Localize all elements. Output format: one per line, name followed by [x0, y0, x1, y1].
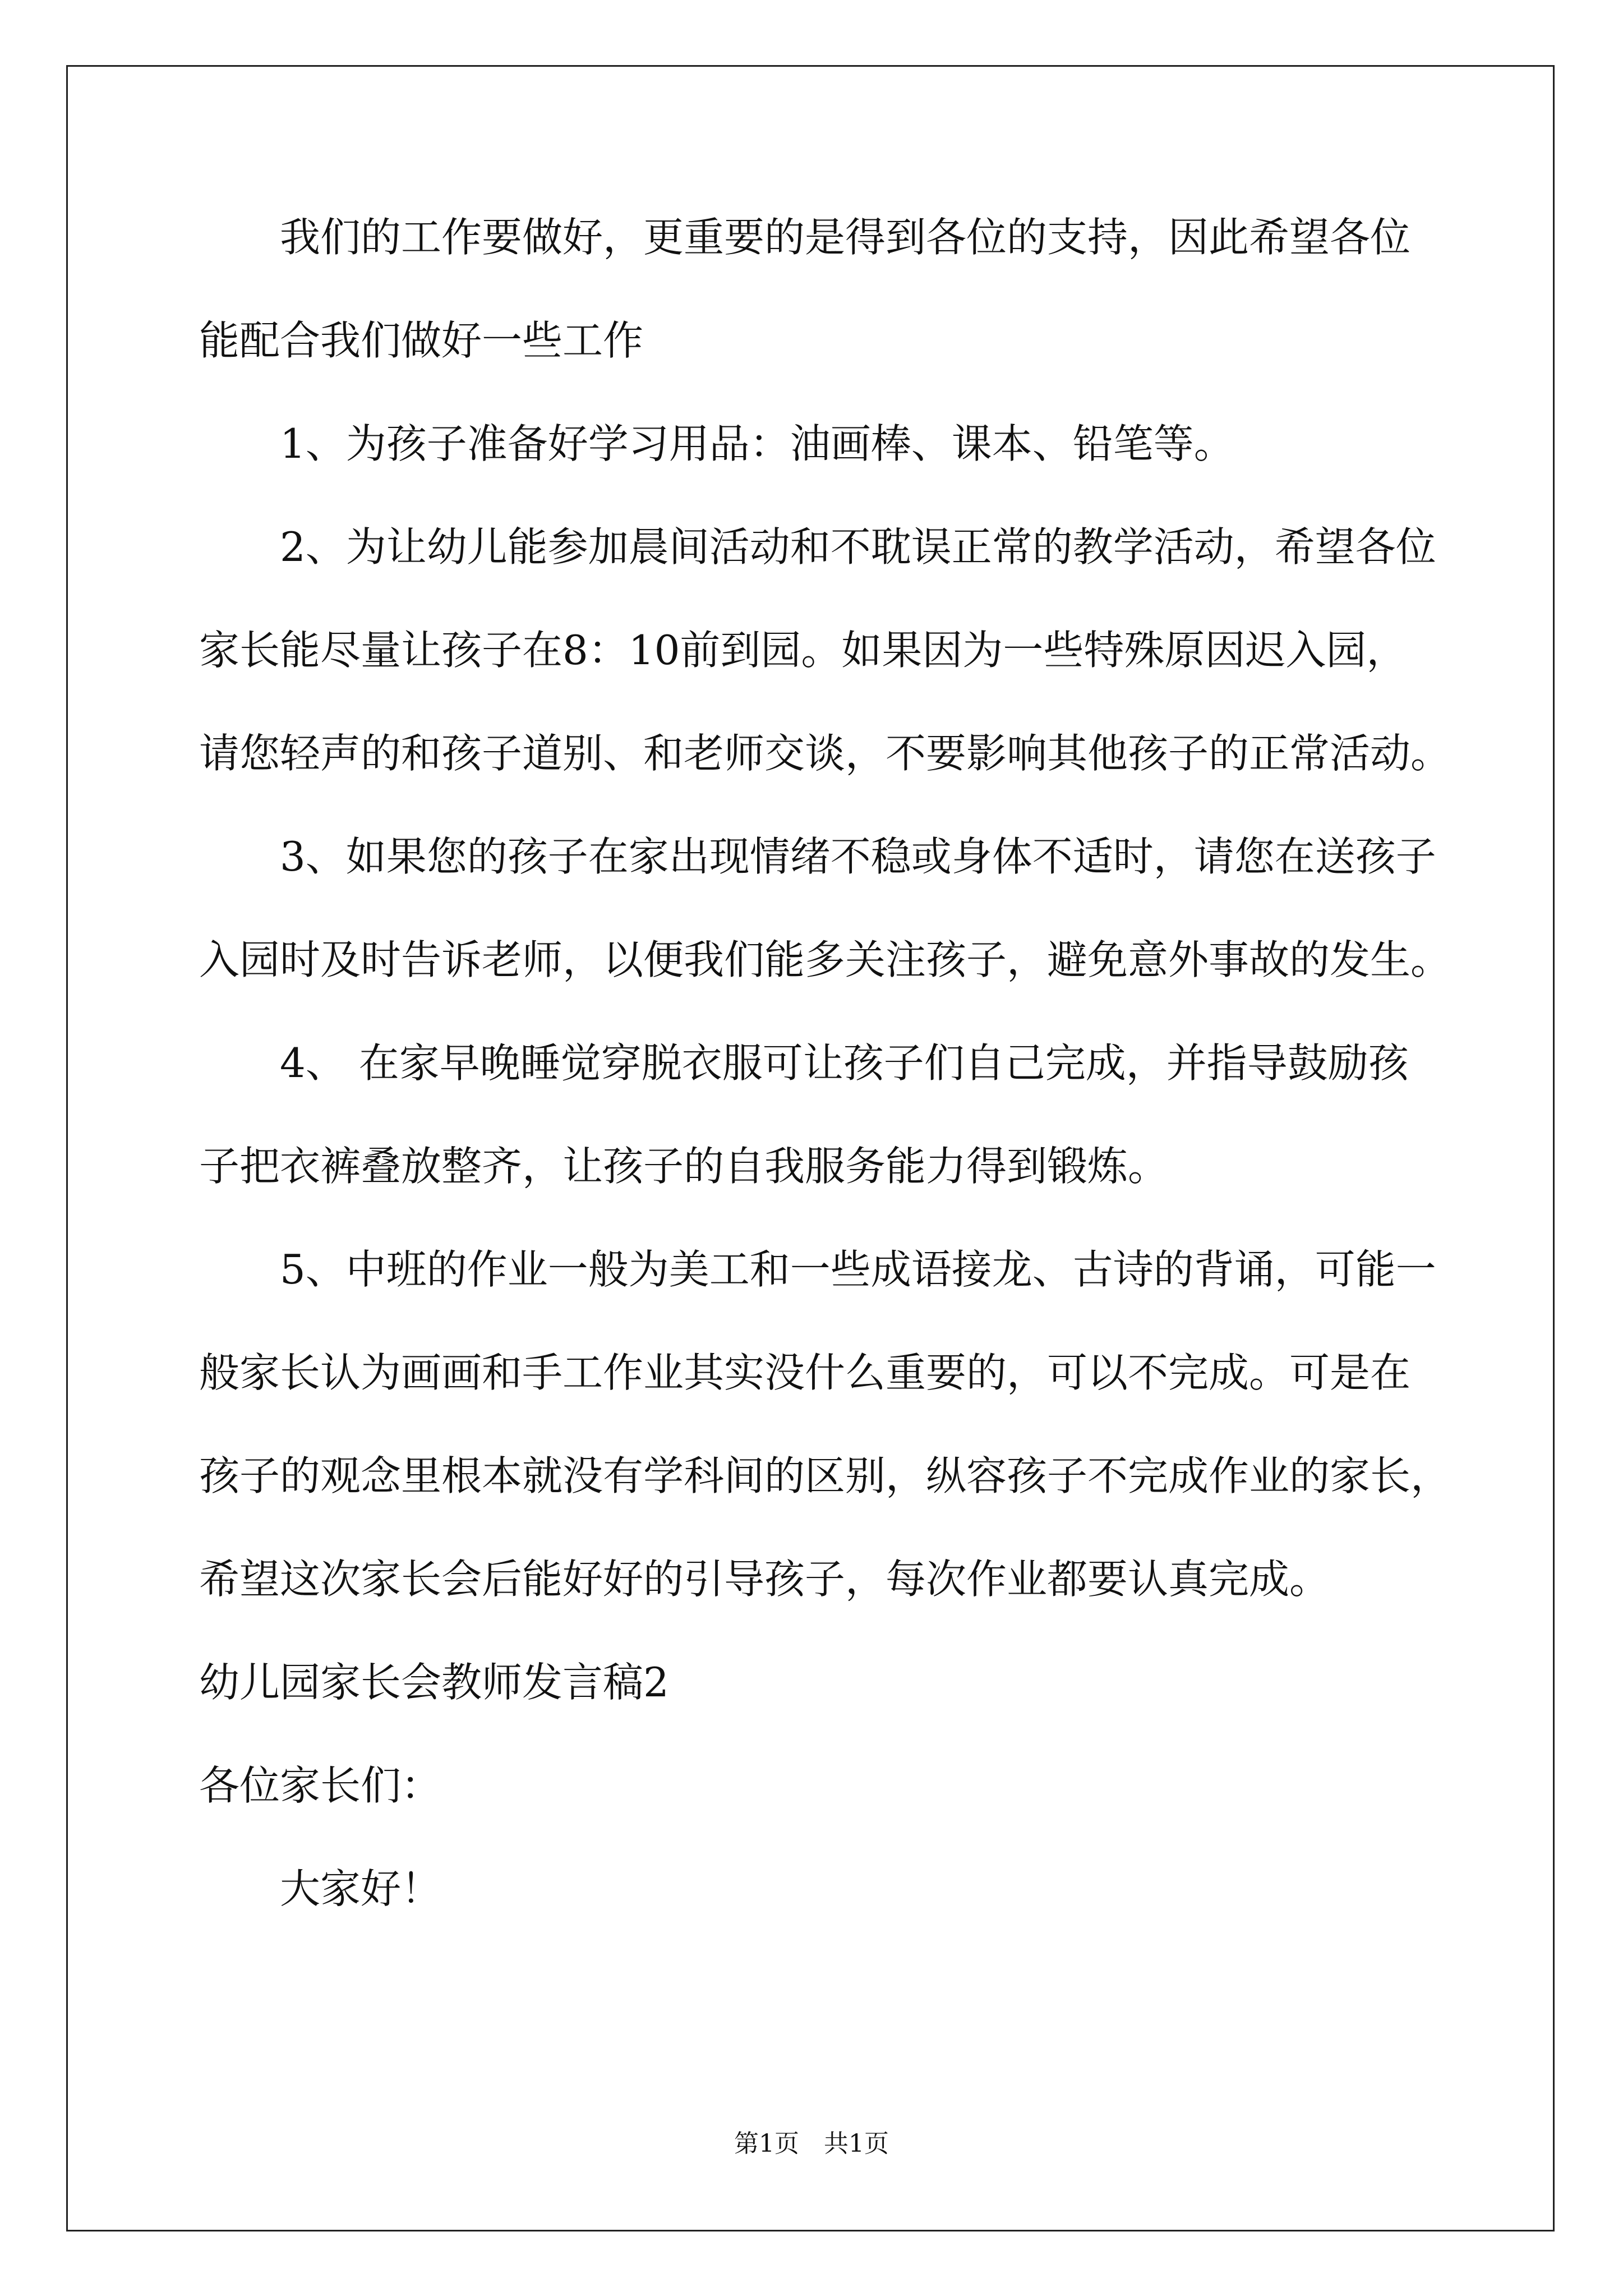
- list-item-5-line-3: 孩子的观念里根本就没有学科间的区别，纵容孩子不完成作业的家长，: [199, 1452, 1451, 1499]
- list-item-3-line-2: 入园时及时告诉老师，以便我们能多关注孩子，避免意外事故的发生。: [199, 936, 1451, 983]
- list-item-2-line-1: 2、为让幼儿能参加晨间活动和不耽误正常的教学活动，希望各位: [280, 523, 1436, 570]
- greeting: 大家好！: [280, 1865, 442, 1912]
- page-number-current: 第1页: [734, 2129, 799, 2158]
- section-heading: 幼儿园家长会教师发言稿2: [199, 1659, 669, 1706]
- list-item-4-line-1: 4、 在家早晚睡觉穿脱衣服可让孩子们自己完成，并指导鼓励孩: [280, 1039, 1409, 1087]
- list-item-2-line-2: 家长能尽量让孩子在8：10前到园。如果因为一些特殊原因迟入园，: [199, 627, 1407, 674]
- list-item-4-line-2: 子把衣裤叠放整齐，让孩子的自我服务能力得到锻炼。: [199, 1143, 1169, 1190]
- list-item-2-line-3: 请您轻声的和孩子道别、和老师交谈，不要影响其他孩子的正常活动。: [199, 730, 1451, 777]
- list-item-5-line-4: 希望这次家长会后能好好的引导孩子，每次作业都要认真完成。: [199, 1556, 1330, 1603]
- paragraph-intro-line-2: 能配合我们做好一些工作: [199, 317, 644, 364]
- list-item-3-line-1: 3、如果您的孩子在家出现情绪不稳或身体不适时，请您在送孩子: [280, 833, 1436, 880]
- list-item-5-line-2: 般家长认为画画和手工作业其实没什么重要的，可以不完成。可是在: [199, 1349, 1411, 1396]
- page-number-total: 共1页: [824, 2129, 889, 2158]
- list-item-5-line-1: 5、中班的作业一般为美工和一些成语接龙、古诗的背诵，可能一: [280, 1246, 1436, 1293]
- page-footer: [0, 2127, 1623, 2161]
- salutation: 各位家长们：: [199, 1762, 442, 1809]
- document-body: [199, 210, 1451, 1916]
- list-item-1: 1、为孩子准备好学习用品：油画棒、课本、铅笔等。: [280, 420, 1234, 467]
- paragraph-intro-line-1: 我们的工作要做好，更重要的是得到各位的支持，因此希望各位: [280, 214, 1411, 261]
